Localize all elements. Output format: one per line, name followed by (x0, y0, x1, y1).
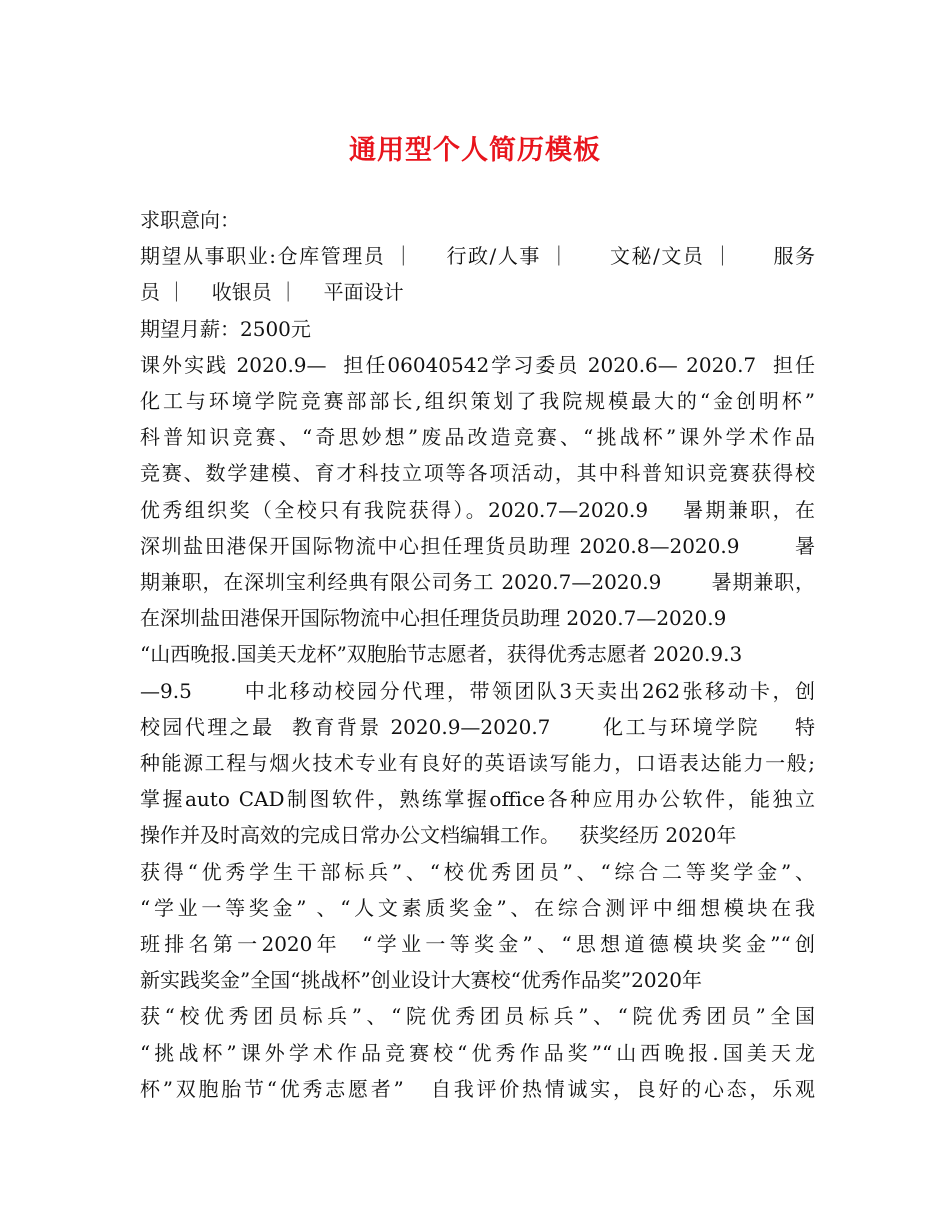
text-line: 课外实践 2020.9— 担任06040542学习委员 2020.6— 2020.7 担任 (140, 352, 815, 377)
text-line: 获“校优秀团员标兵”、“院优秀团员标兵”、“院优秀团员”全国 (140, 1004, 815, 1029)
text-line: 员 ｜ 收银员 ｜ 平面设计 (140, 280, 404, 305)
text-line: 科普知识竞赛、“奇思妙想”废品改造竞赛、“挑战杯”课外学术作品 (140, 425, 815, 450)
text-line: 掌握auto CAD制图软件，熟练掌握office各种应用办公软件，能独立 (140, 787, 815, 812)
text-line: 期望月薪：2500元 (140, 316, 311, 341)
text-line: 期望从事职业:仓库管理员 ｜ 行政/人事 ｜ 文秘/文员 ｜ 服务 (140, 244, 815, 269)
text-line: 期兼职，在深圳宝利经典有限公司务工 2020.7—2020.9 暑期兼职， (140, 570, 815, 595)
text-line: 竞赛、数学建模、育才科技立项等各项活动，其中科普知识竞赛获得校 (140, 461, 815, 486)
document-body (140, 202, 815, 1107)
text-line: “山西晚报.国美天龙杯”双胞胎节志愿者，获得优秀志愿者 2020.9.3 (140, 642, 743, 667)
text-line: 操作并及时高效的完成日常办公文档编辑工作。 获奖经历 2020年 (140, 823, 737, 848)
text-line: 化工与环境学院竞赛部部长,组织策划了我院规模最大的“金创明杯” (140, 389, 815, 414)
text-line: 杯”双胞胎节“优秀志愿者” 自我评价热情诚实，良好的心态，乐观 (140, 1076, 815, 1101)
text-line: 获得“优秀学生干部标兵”、“校优秀团员”、“综合二等奖学金”、 (140, 859, 815, 884)
text-line: 深圳盐田港保开国际物流中心担任理货员助理 2020.8—2020.9 暑 (140, 533, 815, 558)
text-line: 求职意向： (140, 208, 240, 232)
text-line: 校园代理之最 教育背景 2020.9—2020.7 化工与环境学院 特 (140, 714, 815, 739)
text-line: 在深圳盐田港保开国际物流中心担任理货员助理 2020.7—2020.9 (140, 606, 727, 631)
text-line: 优秀组织奖（全校只有我院获得）。2020.7—2020.9 暑期兼职，在 (140, 497, 815, 522)
text-line: 新实践奖金”全国“挑战杯”创业设计大赛校“优秀作品奖”2020年 (140, 968, 703, 993)
text-line: 班排名第一2020年 “学业一等奖金”、“思想道德模块奖金”“创 (140, 932, 815, 957)
document-title: 通用型个人简历模板 (349, 135, 601, 166)
text-line: “学业一等奖金” 、“人文素质奖金”、在综合测评中细想模块在我 (140, 895, 815, 920)
text-line: “挑战杯”课外学术作品竞赛校“优秀作品奖”“山西晚报.国美天龙 (140, 1040, 815, 1065)
text-line: 种能源工程与烟火技术专业有良好的英语读写能力，口语表达能力一般; (140, 751, 815, 776)
text-line: —9.5 中北移动校园分代理，带领团队3天卖出262张移动卡，创 (140, 678, 815, 703)
